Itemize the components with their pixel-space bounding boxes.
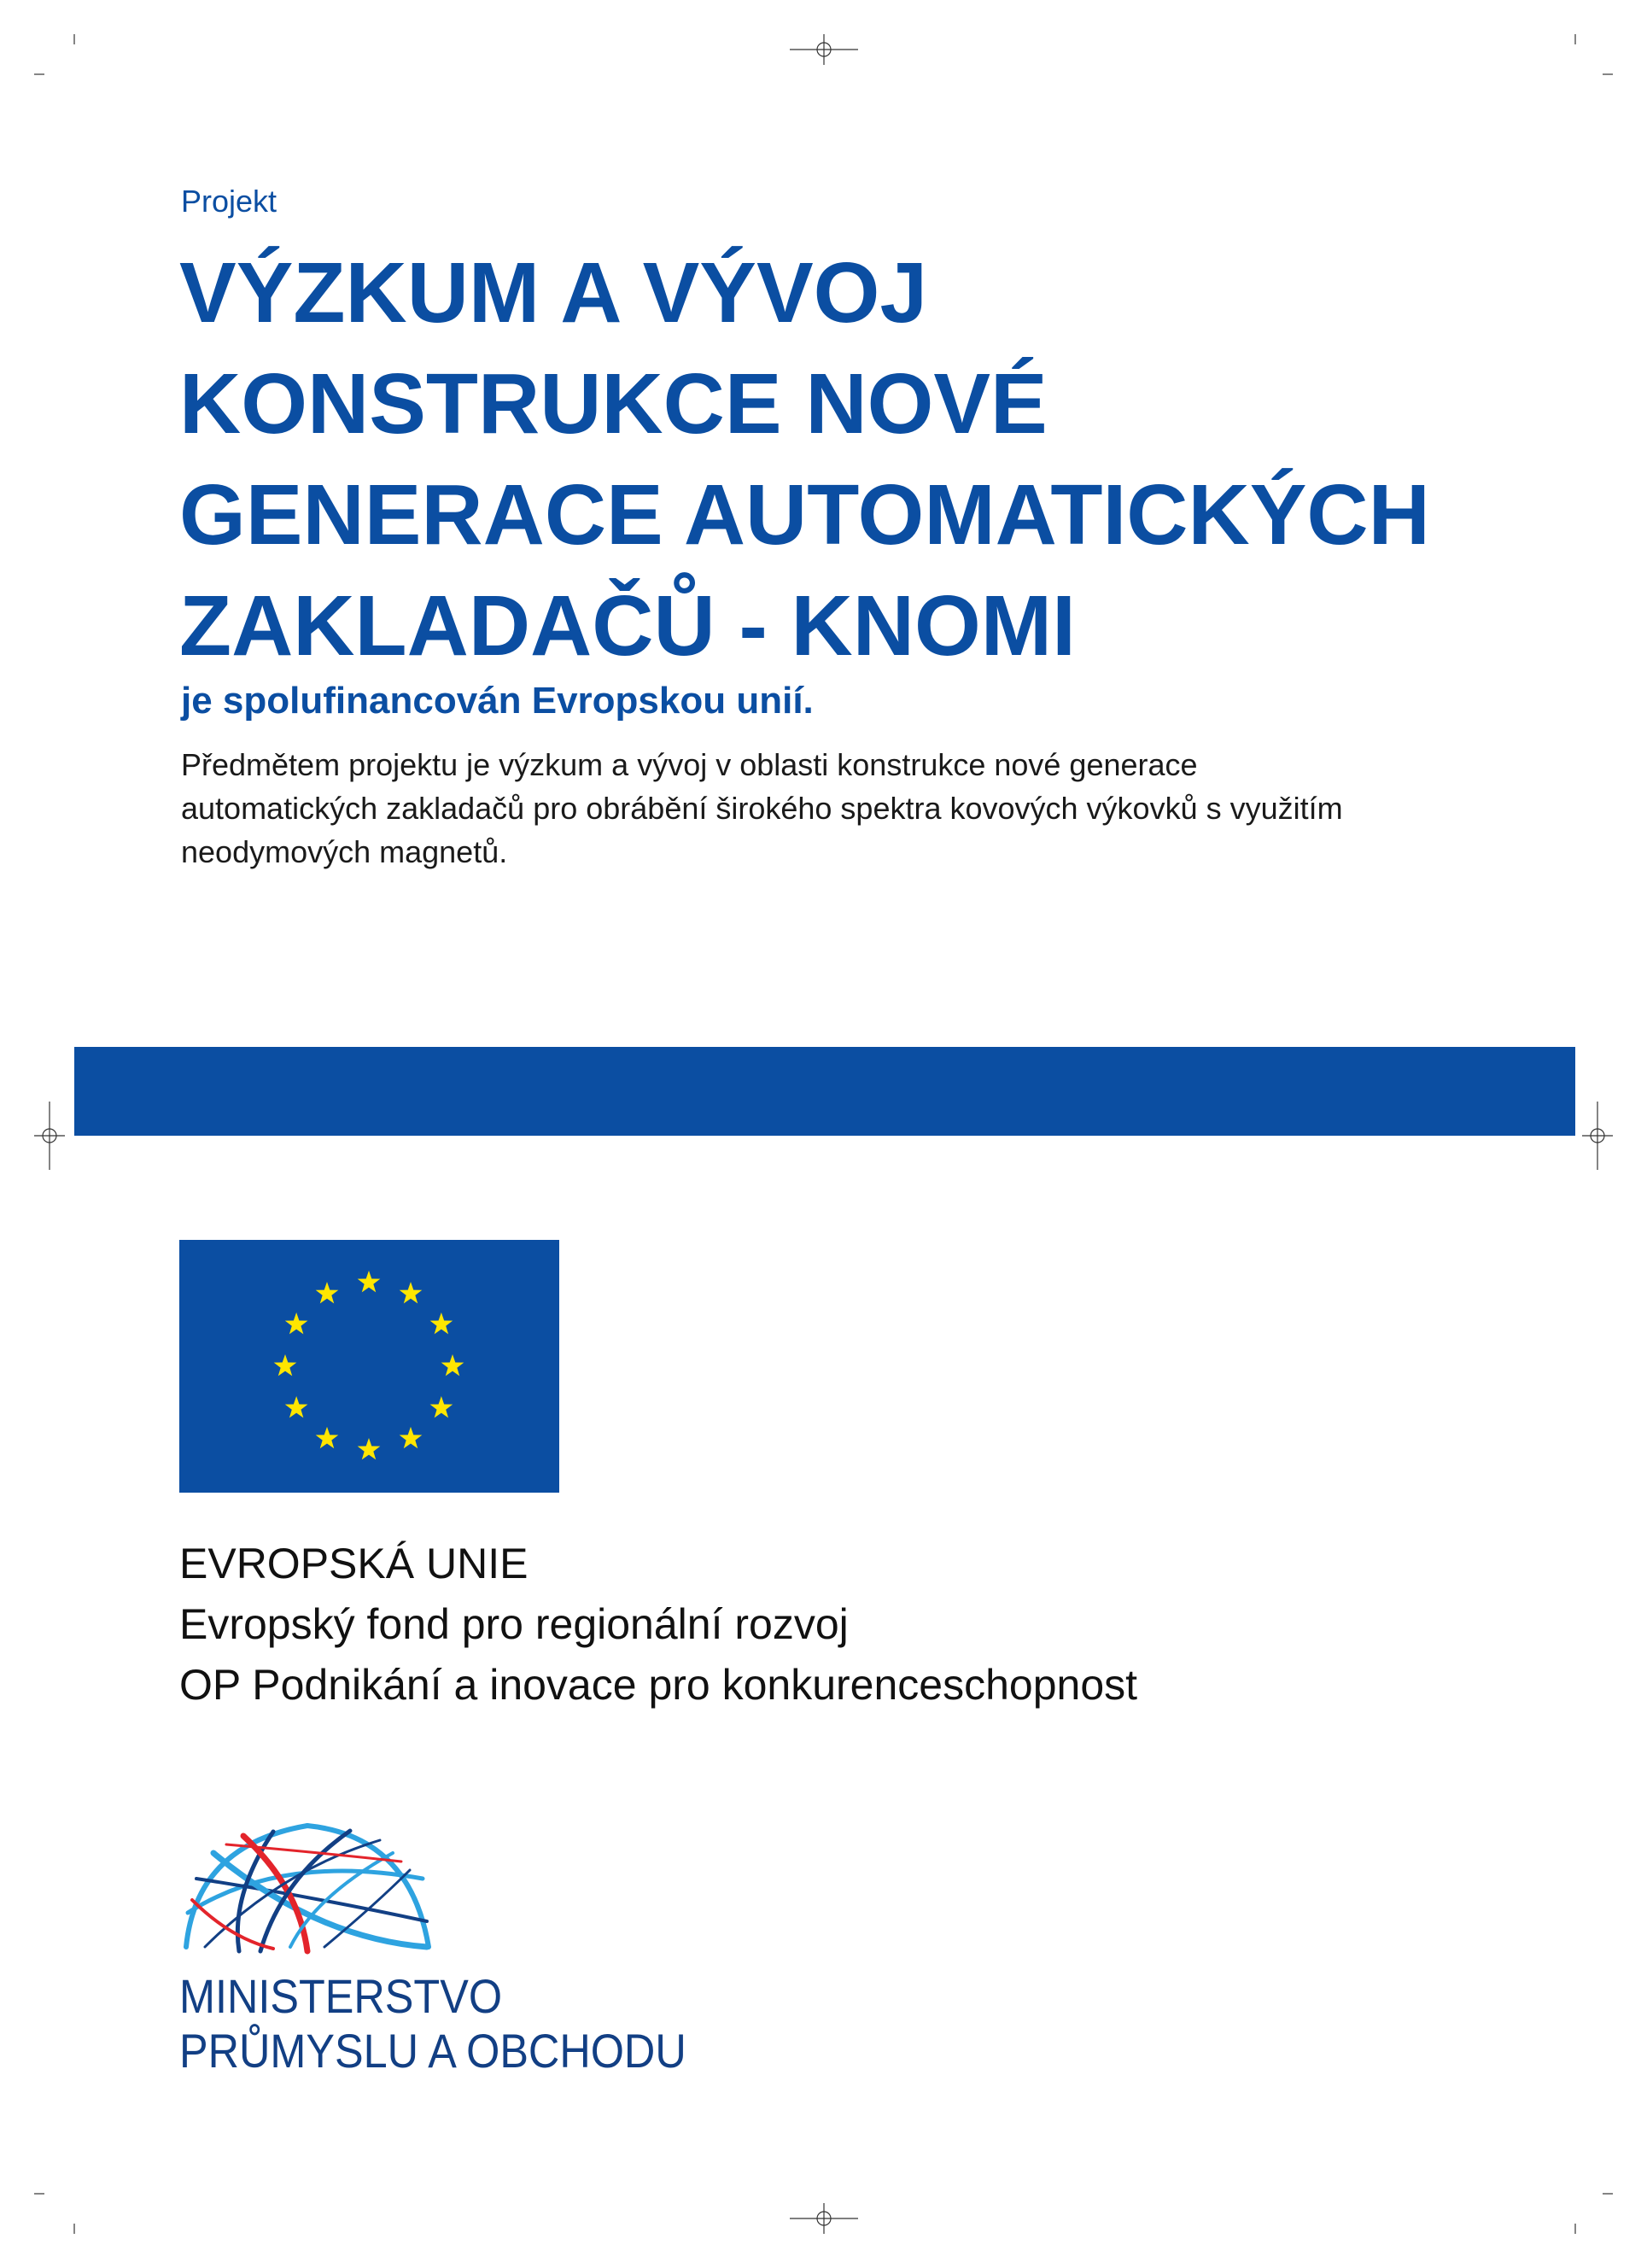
eu-flag-icon: [179, 1240, 559, 1493]
eu-fund-text: [179, 1534, 1137, 1716]
ministry-line: MINISTERSTVO: [179, 1969, 503, 2023]
eu-line: OP Podnikání a inovace pro konkurenceschopnost: [179, 1661, 1138, 1709]
cofinanced-statement: je spolufinancován Evropskou unií.: [181, 680, 814, 722]
eu-line: Evropský fond pro regionální rozvoj: [179, 1600, 849, 1648]
ministry-name: [179, 1969, 686, 2078]
title-line: VÝZKUM A VÝVOJ: [179, 245, 928, 341]
eu-line: EVROPSKÁ UNIE: [179, 1540, 529, 1587]
description-line: automatických zakladačů pro obrábění širokého spektra kovových výkovků s využitím: [181, 791, 1343, 826]
project-title: [179, 237, 1588, 681]
title-line: KONSTRUKCE NOVÉ: [179, 356, 1048, 452]
title-line: ZAKLADAČŮ - KNOMI: [179, 578, 1076, 674]
project-label: Projekt: [181, 184, 277, 219]
ministry-line: PRŮMYSLU A OBCHODU: [179, 2024, 686, 2078]
blue-band-divider: [74, 1047, 1575, 1136]
ministry-globe-icon: [179, 1819, 435, 1955]
project-description: [181, 743, 1547, 874]
description-line: neodymových magnetů.: [181, 834, 508, 869]
title-line: GENERACE AUTOMATICKÝCH: [179, 467, 1430, 563]
description-line: Předmětem projektu je výzkum a vývoj v oblasti konstrukce nové generace: [181, 747, 1198, 782]
